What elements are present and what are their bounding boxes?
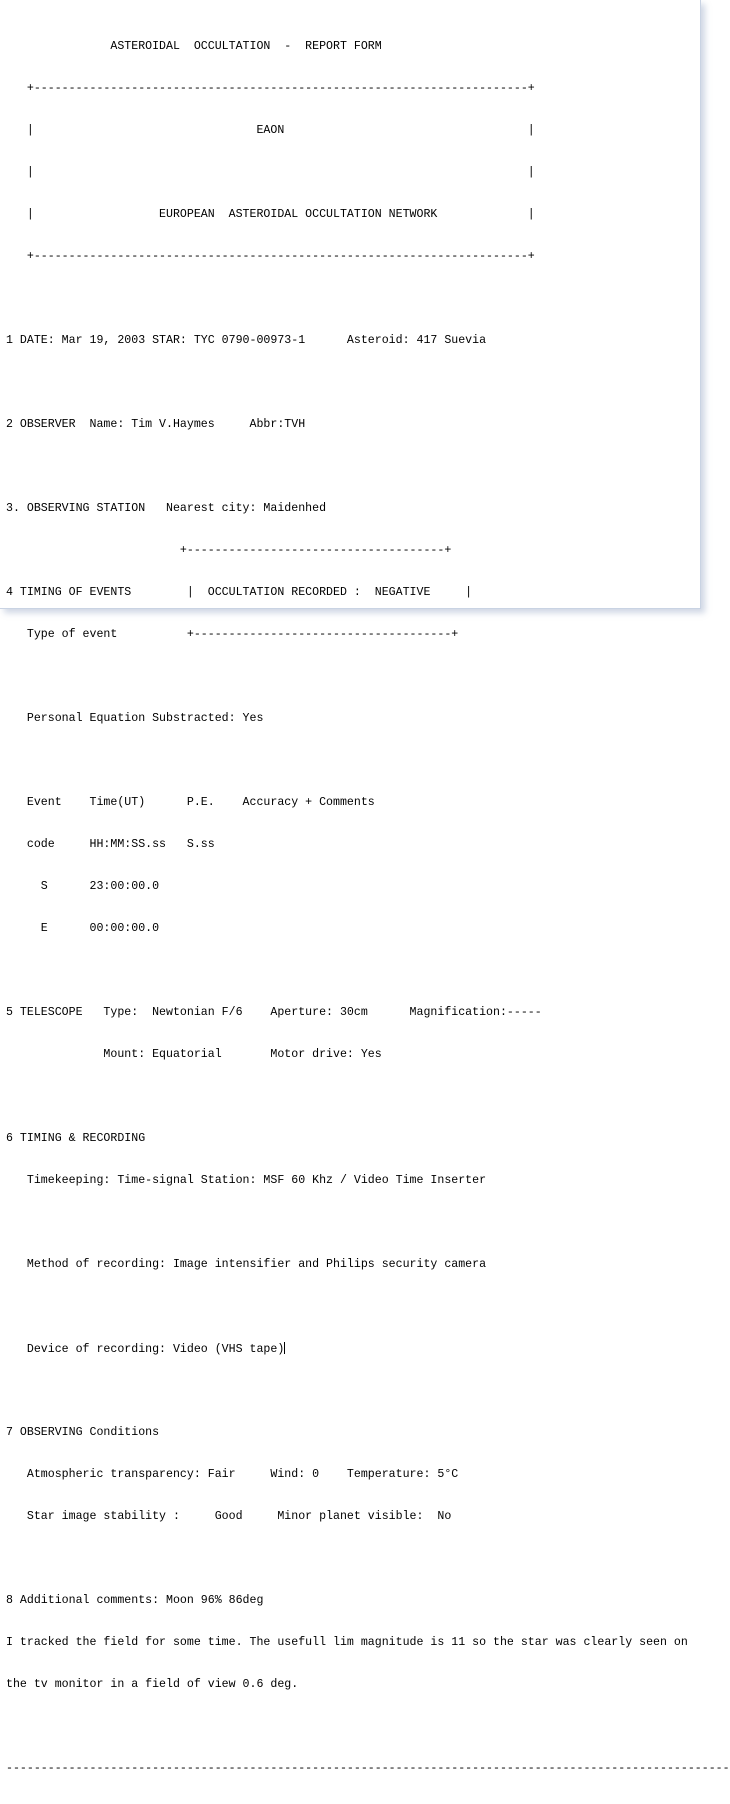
- timekeeping: Timekeeping: Time-signal Station: MSF 60 Khz / Video Time Inserter: [6, 1174, 487, 1187]
- recording-method: Method of recording: Image intensifier and Philips security camera: [6, 1258, 487, 1271]
- event-row-s: S 23:00:00.0: [6, 880, 160, 893]
- section-conditions-title: 7 OBSERVING Conditions: [6, 1426, 160, 1439]
- comments-line-1: I tracked the field for some time. The usefull lim magnitude is 11 so the star was clearly seen on: [6, 1636, 688, 1649]
- event-row-e: E 00:00:00.0: [6, 922, 160, 935]
- blank-line: [6, 292, 730, 306]
- section-timing-title: 4 TIMING OF EVENTS | OCCULTATION RECORDED : NEGATIVE |: [6, 586, 473, 599]
- section-station: 3. OBSERVING STATION Nearest city: Maidenhed: [6, 502, 327, 515]
- blank-line: [6, 1552, 730, 1566]
- recording-device: Device of recording: Video (VHS tape): [6, 1343, 285, 1356]
- section-recording-title: 6 TIMING & RECORDING: [6, 1132, 146, 1145]
- conditions-transparency: Atmospheric transparency: Fair Wind: 0 Temperature: 5°C: [6, 1468, 459, 1481]
- header-box-bottom-border: +-----------------------------------------------------------------------+: [6, 250, 535, 263]
- blank-line: [6, 754, 730, 768]
- text-cursor: [284, 1342, 285, 1354]
- blank-line: [6, 1720, 730, 1734]
- header-box-network-name: | EUROPEAN ASTEROIDAL OCCULTATION NETWORK |: [6, 208, 535, 221]
- telescope-mount: Mount: Equatorial Motor drive: Yes: [6, 1048, 382, 1061]
- report-form-document[interactable]: [6, 12, 730, 1804]
- blank-line: [6, 1300, 730, 1314]
- blank-line: [6, 1216, 730, 1230]
- events-table-header: Event Time(UT) P.E. Accuracy + Comments: [6, 796, 375, 809]
- blank-line: [6, 670, 730, 684]
- personal-equation: Personal Equation Substracted: Yes: [6, 712, 264, 725]
- blank-line: [6, 1384, 730, 1398]
- blank-line: [6, 460, 730, 474]
- blank-line: [6, 1090, 730, 1104]
- header-box-eaon: | EAON |: [6, 124, 535, 137]
- header-box-spacer: | |: [6, 166, 535, 179]
- blank-line: [6, 376, 730, 390]
- timing-type-of-event: Type of event +-------------------------------------+: [6, 628, 459, 641]
- blank-line: [6, 964, 730, 978]
- recording-device-line: [6, 1342, 730, 1356]
- form-title: ASTEROIDAL OCCULTATION - REPORT FORM: [6, 40, 382, 53]
- section-comments-title: 8 Additional comments: Moon 96% 86deg: [6, 1594, 264, 1607]
- footer-rule: --------------------------------------------------------------------------------------------------------: [6, 1762, 730, 1775]
- section-observer: 2 OBSERVER Name: Tim V.Haymes Abbr:TVH: [6, 418, 306, 431]
- header-box-top-border: +-----------------------------------------------------------------------+: [6, 82, 535, 95]
- section-date: 1 DATE: Mar 19, 2003 STAR: TYC 0790-00973-1 Asteroid: 417 Suevia: [6, 334, 487, 347]
- comments-line-2: the tv monitor in a field of view 0.6 deg.: [6, 1678, 299, 1691]
- section-telescope: 5 TELESCOPE Type: Newtonian F/6 Aperture: 30cm Magnification:-----: [6, 1006, 542, 1019]
- conditions-stability: Star image stability : Good Minor planet visible: No: [6, 1510, 452, 1523]
- events-table-subheader: code HH:MM:SS.ss S.ss: [6, 838, 215, 851]
- timing-box-top-border: +-------------------------------------+: [6, 544, 452, 557]
